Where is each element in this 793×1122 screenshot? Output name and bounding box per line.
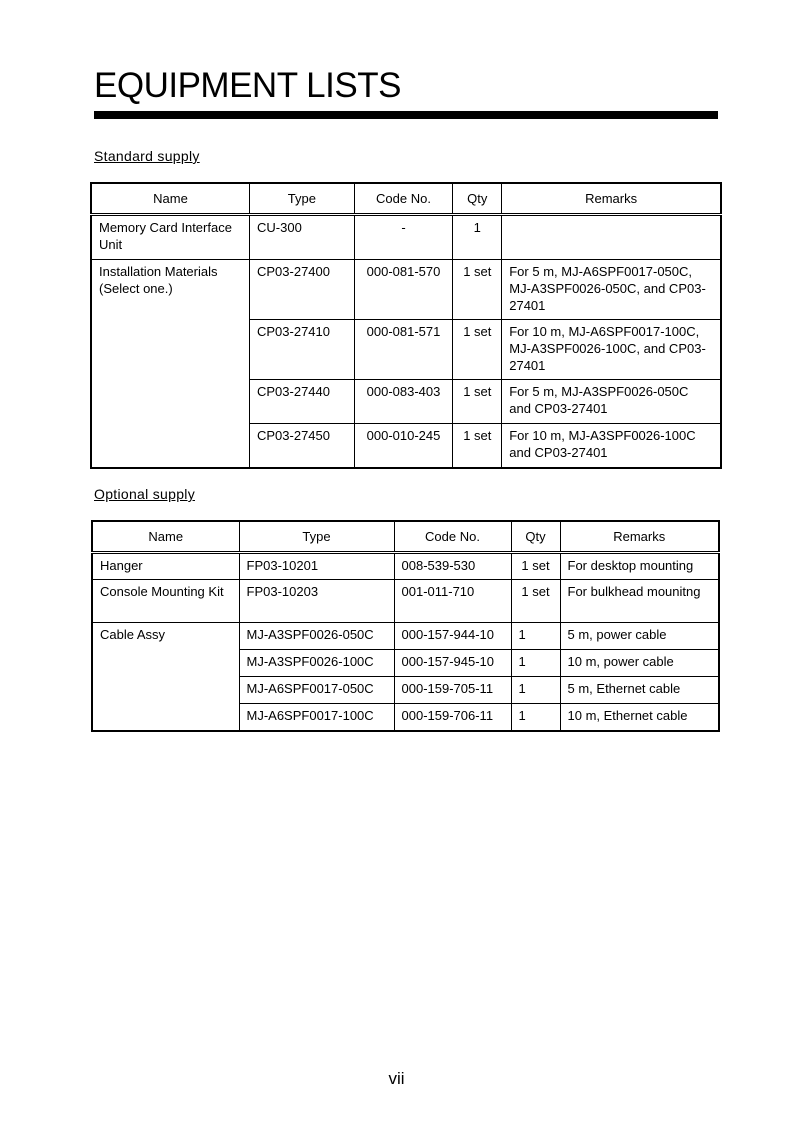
name-cell: Memory Card Interface Unit [91,215,250,260]
type-cell: MJ-A3SPF0026-100C [239,650,394,677]
remarks-cell: For 5 m, MJ-A3SPF0026-050C and CP03-27401 [502,380,721,424]
type-cell: FP03-10203 [239,580,394,623]
table-row [91,215,721,260]
title-rule [94,111,718,119]
code-cell: 000-157-944-10 [394,623,511,650]
qty-cell: 1 set [453,260,502,320]
code-cell: 000-010-245 [354,424,453,468]
qty-cell: 1 set [453,424,502,468]
name-cell: Console Mounting Kit [92,580,239,623]
table-header-row [92,521,719,553]
qty-cell: 1 set [453,380,502,424]
type-cell: MJ-A6SPF0017-100C [239,704,394,731]
type-cell: CU-300 [250,215,355,260]
column-header: Type [250,183,355,215]
code-cell: 000-157-945-10 [394,650,511,677]
code-cell: 000-159-706-11 [394,704,511,731]
table-row [92,623,719,650]
optional-supply-heading: Optional supply [94,486,196,502]
type-cell: CP03-27400 [250,260,355,320]
table-row [92,553,719,580]
optional-supply-table [91,520,720,732]
column-header: Type [239,521,394,553]
column-header: Code No. [394,521,511,553]
name-cell: Installation Materials (Select one.) [91,260,250,468]
column-header: Qty [511,521,560,553]
column-header: Qty [453,183,502,215]
qty-cell: 1 [453,215,502,260]
standard-supply-table [90,182,722,469]
type-cell: MJ-A6SPF0017-050C [239,677,394,704]
code-cell: 000-081-570 [354,260,453,320]
qty-cell: 1 set [511,553,560,580]
table-header-row [91,183,721,215]
qty-cell: 1 [511,677,560,704]
qty-cell: 1 set [453,320,502,380]
column-header: Name [92,521,239,553]
column-header: Remarks [560,521,719,553]
type-cell: CP03-27410 [250,320,355,380]
remarks-cell: 10 m, Ethernet cable [560,704,719,731]
page-title: EQUIPMENT LISTS [94,66,401,105]
page-number: vii [388,1069,405,1088]
qty-cell: 1 [511,704,560,731]
remarks-cell: For 10 m, MJ-A6SPF0017-100C, MJ-A3SPF0026-100C, and CP03-27401 [502,320,721,380]
standard-supply-heading: Standard supply [94,148,200,164]
remarks-cell: For bulkhead mounitng [560,580,719,623]
column-header: Remarks [502,183,721,215]
remarks-cell: 5 m, Ethernet cable [560,677,719,704]
code-cell: 008-539-530 [394,553,511,580]
remarks-cell: 10 m, power cable [560,650,719,677]
qty-cell: 1 set [511,580,560,623]
name-cell: Hanger [92,553,239,580]
code-cell: - [354,215,453,260]
remarks-cell [502,215,721,260]
name-cell: Cable Assy [92,623,239,731]
remarks-cell: For desktop mounting [560,553,719,580]
type-cell: FP03-10201 [239,553,394,580]
qty-cell: 1 [511,623,560,650]
remarks-cell: For 10 m, MJ-A3SPF0026-100C and CP03-27401 [502,424,721,468]
code-cell: 000-083-403 [354,380,453,424]
column-header: Name [91,183,250,215]
remarks-cell: For 5 m, MJ-A6SPF0017-050C, MJ-A3SPF0026-050C, and CP03-27401 [502,260,721,320]
type-cell: MJ-A3SPF0026-050C [239,623,394,650]
code-cell: 001-011-710 [394,580,511,623]
remarks-cell: 5 m, power cable [560,623,719,650]
table-row [92,580,719,623]
column-header: Code No. [354,183,453,215]
type-cell: CP03-27440 [250,380,355,424]
table-row [91,260,721,320]
code-cell: 000-081-571 [354,320,453,380]
code-cell: 000-159-705-11 [394,677,511,704]
qty-cell: 1 [511,650,560,677]
type-cell: CP03-27450 [250,424,355,468]
